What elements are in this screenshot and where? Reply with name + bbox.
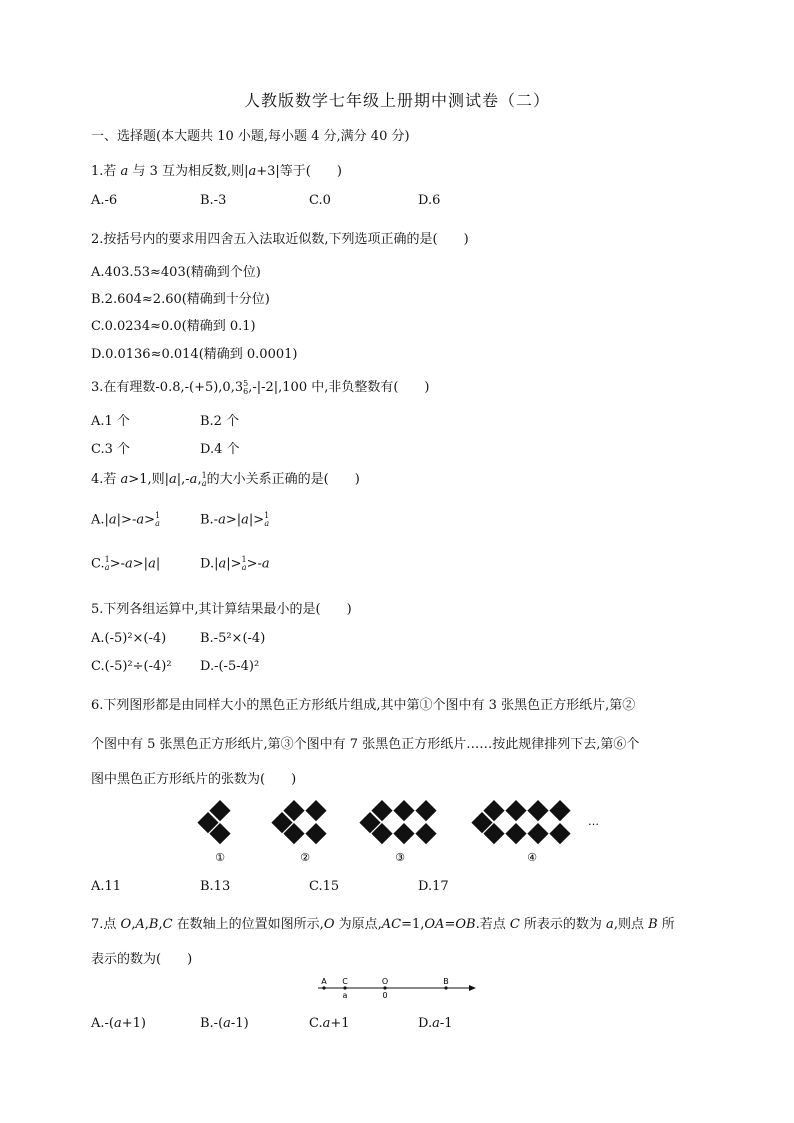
q5-option-c[interactable]: C.(-5)²÷(-4)² bbox=[91, 659, 172, 674]
q5-option-d[interactable]: D.-(-5-4)² bbox=[200, 659, 260, 674]
q6-label-4: ④ bbox=[527, 851, 537, 864]
q6-label-3: ③ bbox=[395, 851, 405, 864]
square bbox=[393, 823, 414, 844]
q7-stem-line1: 7.点 O,A,B,C 在数轴上的位置如图所示,O 为原点,AC=1,OA=OB.若点 C 所表示的数为 a,则点 B 所 bbox=[91, 917, 675, 932]
arrow-icon bbox=[469, 985, 476, 991]
square bbox=[505, 823, 526, 844]
point-a-label: A bbox=[321, 977, 327, 986]
point-b-label: B bbox=[443, 977, 449, 986]
q6-stem-line1: 6.下列图形都是由同样大小的黑色正方形纸片组成,其中第①个图中有 3 张黑色正方形纸片,第② bbox=[91, 698, 636, 713]
q4-option-c[interactable]: C. 1 a >-a>|a| bbox=[91, 555, 161, 572]
q4-stem: 4.若 a>1,则|a|,-a, 1 a 的大小关系正确的是( ) bbox=[91, 470, 360, 488]
q6-ellipsis: … bbox=[588, 815, 599, 828]
square bbox=[527, 800, 548, 821]
q2-option-c[interactable]: C.0.0234≈0.0(精确到 0.1) bbox=[91, 319, 256, 334]
point-c-label: C bbox=[342, 977, 348, 986]
q6-label-2: ② bbox=[300, 851, 310, 864]
q7-stem-line2: 表示的数为( ) bbox=[91, 952, 193, 967]
q4-option-a[interactable]: A.|a|>-a> 1 a bbox=[91, 511, 161, 528]
q6-fig2-shapes bbox=[271, 800, 326, 844]
q6-option-a[interactable]: A.11 bbox=[91, 879, 122, 894]
q5-option-a[interactable]: A.(-5)²×(-4) bbox=[91, 631, 167, 646]
q3-option-d[interactable]: D.4 个 bbox=[200, 442, 240, 457]
q4-option-d[interactable]: D.|a|> 1 a >-a bbox=[200, 555, 270, 572]
q6-figure bbox=[190, 795, 610, 867]
square bbox=[527, 823, 548, 844]
q6-option-c[interactable]: C.15 bbox=[309, 879, 340, 894]
q7-number-line bbox=[312, 974, 482, 1004]
q6-option-d[interactable]: D.17 bbox=[418, 879, 449, 894]
square bbox=[505, 800, 526, 821]
square bbox=[415, 823, 436, 844]
q6-option-b[interactable]: B.13 bbox=[200, 879, 231, 894]
q3-option-b[interactable]: B.2 个 bbox=[200, 414, 240, 429]
q7-option-a[interactable]: A.-(a+1) bbox=[91, 1016, 147, 1031]
q6-fig1-shapes bbox=[197, 800, 230, 844]
square bbox=[305, 823, 326, 844]
q2-stem: 2.按括号内的要求用四舍五入法取近似数,下列选项正确的是( ) bbox=[91, 232, 469, 247]
q6-fig4-shapes bbox=[471, 800, 570, 844]
q1-option-c[interactable]: C.0 bbox=[309, 193, 331, 208]
q2-option-d[interactable]: D.0.0136≈0.014(精确到 0.0001) bbox=[91, 347, 298, 362]
square bbox=[415, 800, 436, 821]
point-o-label: O bbox=[381, 977, 389, 986]
q3-stem: 3.在有理数-0.8,-(+5),0,3 5 6 ,-|-2|,100 中,非负整数有( ) bbox=[91, 378, 430, 396]
point-b-dot bbox=[444, 986, 447, 989]
q5-option-b[interactable]: B.-5²×(-4) bbox=[200, 631, 266, 646]
square bbox=[305, 800, 326, 821]
value-zero-label: 0 bbox=[382, 991, 388, 1000]
point-o-dot bbox=[383, 986, 386, 989]
square bbox=[393, 800, 414, 821]
q1-option-d[interactable]: D.6 bbox=[418, 193, 441, 208]
q1-stem: 1.若 a 与 3 互为相反数,则|a+3|等于( ) bbox=[91, 164, 342, 179]
section-heading: 一、选择题(本大题共 10 小题,每小题 4 分,满分 40 分) bbox=[91, 129, 410, 144]
q4-option-b[interactable]: B.-a>|a|> 1 a bbox=[200, 511, 270, 528]
q7-option-b[interactable]: B.-(a-1) bbox=[200, 1016, 249, 1031]
q1-option-b[interactable]: B.-3 bbox=[200, 193, 227, 208]
square bbox=[549, 800, 570, 821]
q3-option-c[interactable]: C.3 个 bbox=[91, 442, 131, 457]
q6-stem-line2: 个图中有 5 张黑色正方形纸片,第③个图中有 7 张黑色正方形纸片……按此规律排列下去,第⑥个 bbox=[91, 737, 640, 752]
value-a-label: a bbox=[342, 991, 348, 1000]
q6-fig3-shapes bbox=[359, 800, 436, 844]
q7-option-c[interactable]: C.a+1 bbox=[309, 1016, 350, 1031]
q7-option-d[interactable]: D.a-1 bbox=[418, 1016, 453, 1031]
q3-option-a[interactable]: A.1 个 bbox=[91, 414, 130, 429]
q2-option-b[interactable]: B.2.604≈2.60(精确到十分位) bbox=[91, 292, 270, 307]
square bbox=[549, 823, 570, 844]
point-a-dot bbox=[322, 986, 325, 989]
page-title: 人教版数学七年级上册期中测试卷（二） bbox=[243, 91, 550, 110]
point-c-dot bbox=[343, 986, 346, 989]
q6-stem-line3: 图中黑色正方形纸片的张数为( ) bbox=[91, 772, 297, 787]
q6-label-1: ① bbox=[215, 851, 225, 864]
q1-option-a[interactable]: A.-6 bbox=[91, 193, 118, 208]
q2-option-a[interactable]: A.403.53≈403(精确到个位) bbox=[91, 265, 261, 280]
q5-stem: 5.下列各组运算中,其计算结果最小的是( ) bbox=[91, 602, 352, 617]
